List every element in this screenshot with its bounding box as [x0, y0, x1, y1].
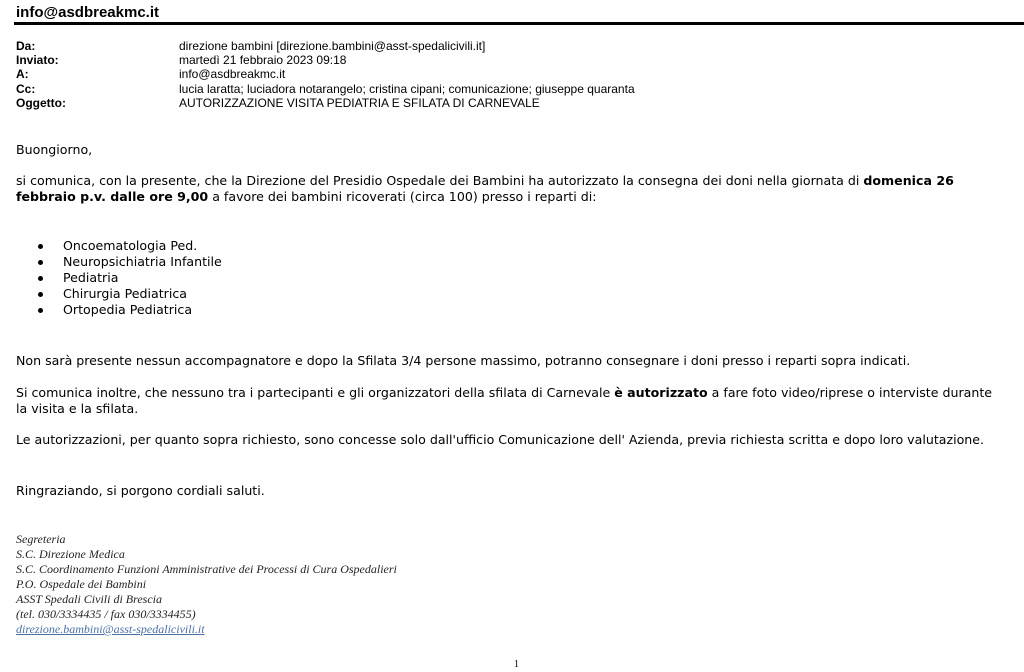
bullet-icon — [38, 308, 43, 313]
to-label: A: — [16, 67, 29, 81]
from-label: Da: — [16, 39, 36, 53]
cc-label: Cc: — [16, 82, 36, 96]
paragraph-intro — [16, 173, 1006, 205]
department-name: Oncoematologia Ped. — [63, 238, 198, 253]
subject-value: AUTORIZZAZIONE VISITA PEDIATRIA E SFILATA DI CARNEVALE — [179, 96, 540, 110]
signature-line: ASST Spedali Civili di Brescia — [16, 592, 162, 606]
signature-line: S.C. Coordinamento Funzioni Amministrative dei Processi di Cura Ospedalieri — [16, 562, 397, 576]
paragraph-intro-text-b: a favore dei bambini ricoverati (circa 100) presso i reparti di: — [208, 189, 597, 204]
paragraph-photo-text-a: Si comunica inoltre, che nessuno tra i partecipanti e gli organizzatori della sfilata di Carnevale — [16, 385, 615, 400]
signature-line: P.O. Ospedale dei Bambini — [16, 577, 147, 591]
department-name: Chirurgia Pediatrica — [63, 286, 187, 301]
paragraph-photo-restriction — [16, 385, 1006, 417]
paragraph-authorizations: Le autorizzazioni, per quanto sopra richiesto, sono concesse solo dall'ufficio Comunicazione dell' Azienda, previa richiesta scritta e dopo loro valutazione. — [16, 432, 985, 447]
mailbox-title: info@asdbreakmc.it — [16, 4, 159, 21]
paragraph-companions: Non sarà presente nessun accompagnatore e dopo la Sfilata 3/4 persone massimo, potranno consegnare i doni presso i reparti sopra indicati. — [16, 353, 911, 368]
from-value: direzione bambini [direzione.bambini@asst-spedalicivili.it] — [179, 39, 486, 53]
department-name: Pediatria — [63, 270, 119, 285]
paragraph-photo-text-b: a fare foto video/riprese o interviste durante la visita e la sfilata. — [16, 385, 993, 416]
list-item — [16, 270, 222, 286]
signature-email-link[interactable]: direzione.bambini@asst-spedalicivili.it — [16, 622, 205, 636]
list-item — [16, 254, 222, 270]
paragraph-intro-date: domenica 26 febbraio p.v. dalle ore 9,00 — [16, 173, 954, 204]
closing-line: Ringraziando, si porgono cordiali saluti. — [16, 483, 265, 498]
department-list — [16, 238, 222, 318]
signature-block — [16, 532, 397, 637]
paragraph-intro-text-a: si comunica, con la presente, che la Direzione del Presidio Ospedale dei Bambini ha autorizzato la consegna dei doni nella giornata di — [16, 173, 864, 188]
page-number: 1 — [514, 659, 519, 670]
signature-line: S.C. Direzione Medica — [16, 547, 125, 561]
list-item — [16, 238, 222, 254]
signature-line: Segreteria — [16, 532, 66, 546]
signature-line: (tel. 030/3334435 / fax 030/3334455) — [16, 607, 196, 621]
greeting: Buongiorno, — [16, 142, 93, 157]
cc-value: lucia laratta; luciadora notarangelo; cristina cipani; comunicazione; giuseppe quaranta — [179, 82, 635, 96]
sent-value: martedì 21 febbraio 2023 09:18 — [179, 53, 347, 67]
list-item — [16, 286, 222, 302]
list-item — [16, 302, 222, 318]
to-value: info@asdbreakmc.it — [179, 67, 286, 81]
department-name: Neuropsichiatria Infantile — [63, 254, 222, 269]
subject-label: Oggetto: — [16, 96, 66, 110]
bullet-icon — [38, 244, 43, 249]
title-divider — [14, 22, 1024, 25]
department-name: Ortopedia Pediatrica — [63, 302, 193, 317]
bullet-icon — [38, 260, 43, 265]
bullet-icon — [38, 276, 43, 281]
sent-label: Inviato: — [16, 53, 59, 67]
paragraph-photo-emphasis: è autorizzato — [614, 385, 708, 400]
bullet-icon — [38, 292, 43, 297]
